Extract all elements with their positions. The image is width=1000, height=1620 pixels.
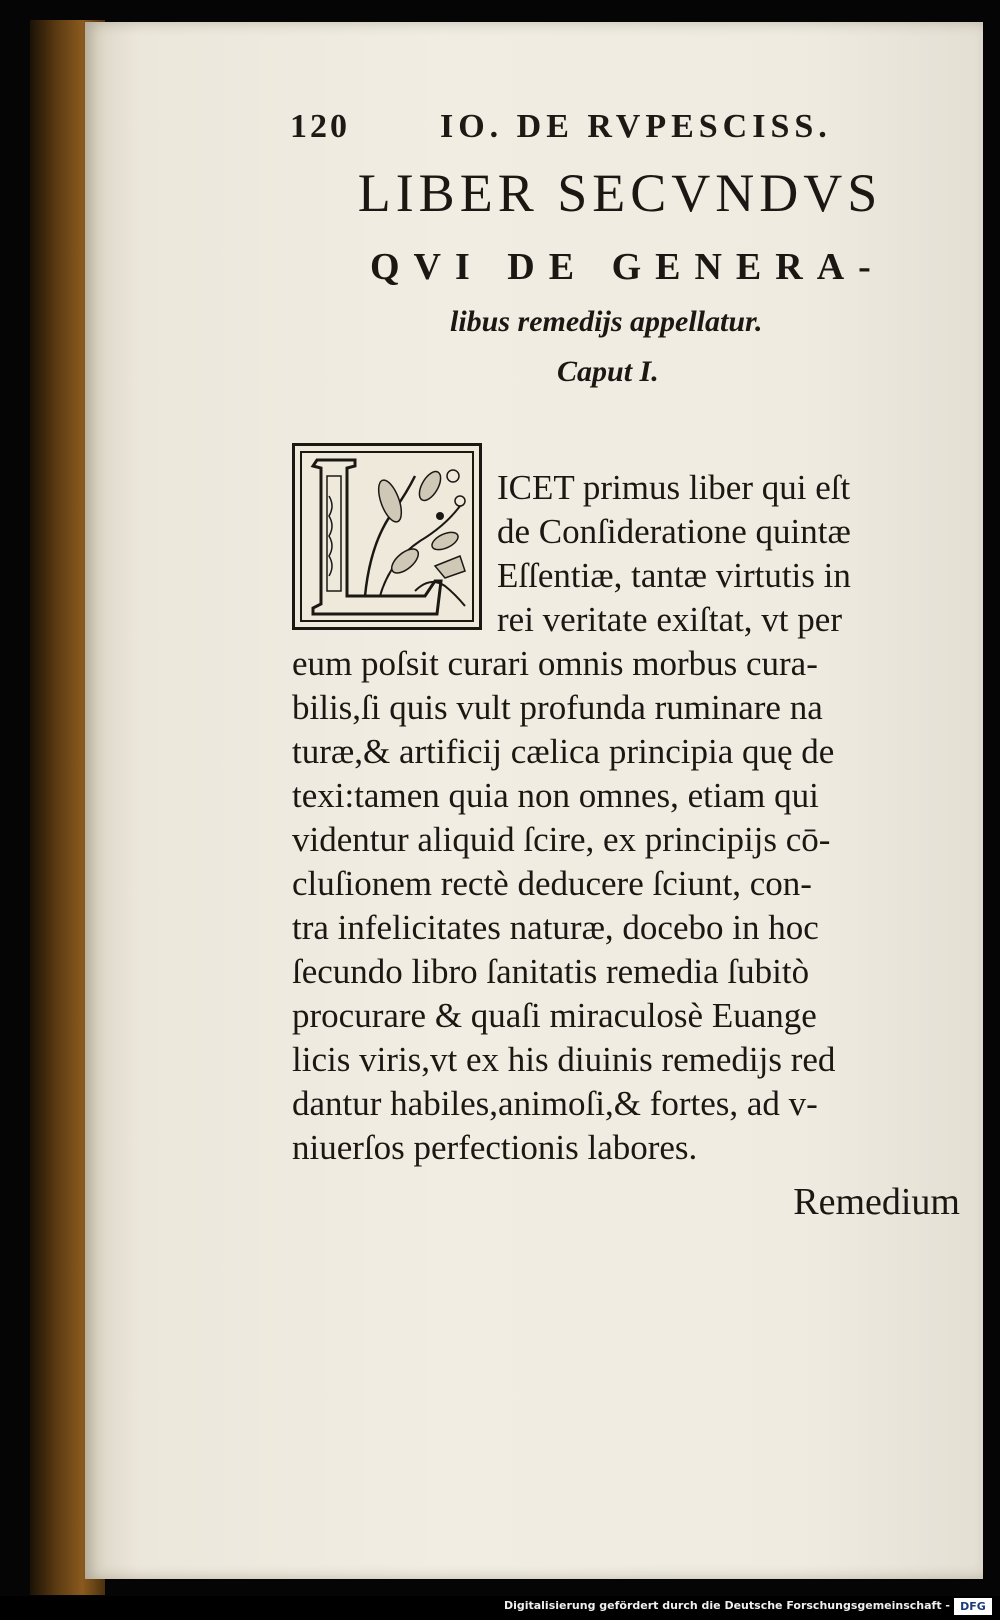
decorated-initial-L-icon <box>292 443 482 630</box>
text-line: niuerſos perfectionis labores. <box>292 1128 698 1167</box>
catchword: Remedium <box>793 1181 960 1223</box>
text-line: dantur habiles,animoſi,& fortes, ad v- <box>292 1084 818 1123</box>
book-subtitle: QVI DE GENERA- <box>370 246 885 288</box>
text-line: eum poſsit curari omnis morbus cura- <box>292 644 818 683</box>
text-line: licis viris,vt ex his diuinis remedijs red <box>292 1040 836 1079</box>
text-line: procurare & quaſi miraculosè Euange <box>292 996 817 1035</box>
footer-credit: Digitalisierung gefördert durch die Deutsche Forschungsgemeinschaft - <box>503 1599 950 1612</box>
text-line: ICET primus liber qui eſt <box>497 468 851 507</box>
text-line: cluſionem rectè deducere ſciunt, con- <box>292 864 812 903</box>
book-title: LIBER SECVNDVS <box>357 163 883 223</box>
text-line: tra infelicitates naturæ, docebo in hoc <box>292 908 819 947</box>
book-subtitle-continuation: libus remedijs appellatur. <box>450 305 763 338</box>
page-header <box>290 108 890 154</box>
text-line: texi:tamen quia non omnes, etiam qui <box>292 776 819 815</box>
page-number: 120 <box>290 108 350 145</box>
chapter-heading: Caput I. <box>557 355 659 388</box>
text-line: videntur aliquid ſcire, ex principijs cō- <box>292 820 831 859</box>
text-line: de Conſideratione quintæ <box>497 512 851 551</box>
running-head: IO. DE RVPESCISS. <box>440 108 832 145</box>
text-line: Eſſentiæ, tantæ virtutis in <box>497 556 851 595</box>
text-line: turæ,& artificij cælica principia quę de <box>292 732 835 771</box>
text-line: bilis,ſi quis vult profunda ruminare na <box>292 688 823 727</box>
dfg-logo: DFG <box>954 1598 992 1615</box>
text-line: ſecundo libro ſanitatis remedia ſubitò <box>292 952 810 991</box>
text-line: rei veritate exiſtat, vt per <box>497 600 842 639</box>
